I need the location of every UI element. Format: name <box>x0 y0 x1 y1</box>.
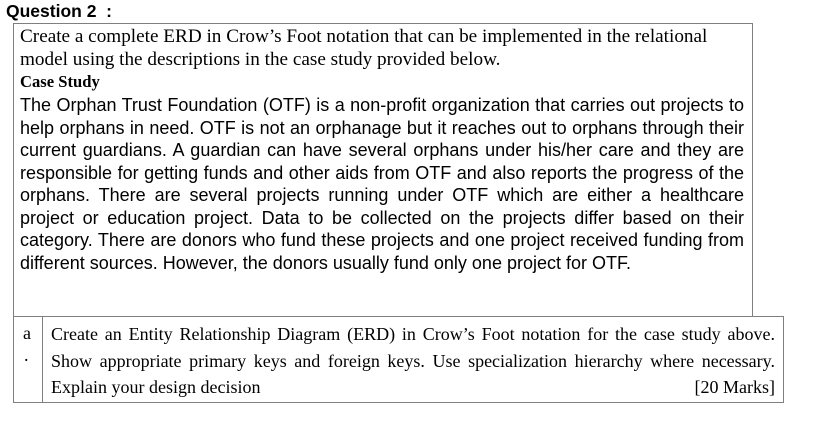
question-title: Question 2 : <box>6 1 112 21</box>
task-label-cell <box>14 317 43 402</box>
task-table <box>13 316 784 403</box>
case-study-body: The Orphan Trust Foundation (OTF) is a non-profit organization that carries out projects to help orphans in need. OTF is not an orphanage but it reaches out to orphans through their current guardians. A guardian can have several orphans under his/her care and they are responsible for getting funds and other aids from OTF and also reports the progress of the orphans. There are several projects running under OTF which are either a healthcare project or education project. Data to be collected on the projects differ based on their category. There are donors who fund these projects and one project received funding from different sources. However, the donors usually fund only one project for OTF. <box>20 95 744 273</box>
task-label-dot: . <box>24 345 29 365</box>
task-label: a <box>23 323 31 343</box>
instruction-text: Create a complete ERD in Crow’s Foot notation that can be implemented in the relational model using the descriptions in the case study provided below. <box>20 26 708 70</box>
task-text: Create an Entity Relationship Diagram (ERD) in Crow’s Foot notation for the case study above. Show appropriate primary keys and foreign keys. Use specialization hierarchy where necessary. Explain your design decision <box>51 324 775 397</box>
task-marks: [20 Marks] <box>694 377 775 397</box>
case-study-heading: Case Study <box>20 72 100 91</box>
case-study-box <box>13 23 753 317</box>
